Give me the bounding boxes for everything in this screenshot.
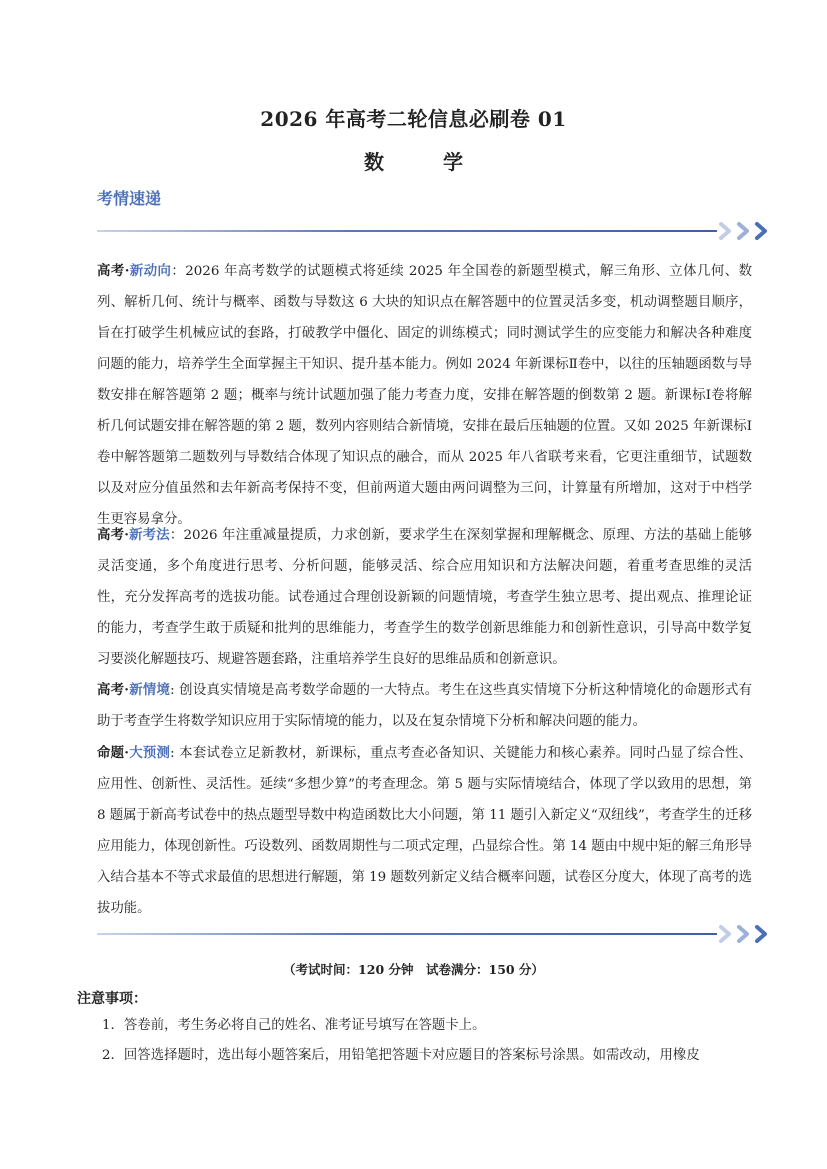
paragraph-new-method [97,520,752,675]
subject-title: 数 学 [364,150,489,174]
section-heading: 考情速递 [97,189,162,208]
divider-line [97,230,717,232]
paragraph-label-accent: 新动向 [129,263,172,279]
chevron-right-icon [735,924,753,944]
chevron-right-icon [753,924,771,944]
paragraph-new-trend [97,256,752,535]
paragraph-label-accent: 新考法 [128,527,170,543]
chevron-right-icon [717,221,735,241]
paragraph-label: 命题· [97,745,129,761]
paragraph-new-context [97,675,752,737]
paragraph-label-accent: 大预测 [128,745,171,761]
document-title: 2026 年高考二轮信息必刷卷 01 [260,107,567,131]
chevron-right-icon [735,221,753,241]
notice-item: 2．回答选择题时，选出每小题答案后，用铅笔把答题卡对应题目的答案标号涂黑。如需改动，用橡皮 [102,1048,700,1063]
exam-info: （考试时间：120 分钟 试卷满分：150 分） [283,962,544,977]
paragraph-label: 高考· [97,682,129,698]
paragraph-prediction [97,738,752,924]
paragraph-label: 高考· [97,527,129,543]
chevron-right-icon [753,221,771,241]
paragraph-body: : 本套试卷立足新教材，新课标，重点考查必备知识、关键能力和核心素养。同时凸显了综合性、应用性、创新性、灵活性。延续“多想少算”的考查理念。第 5 题与实际情境结合，体现了学以致用的思想，第 8 题属于新高考试卷中的热点题型导数中构造函数比大小问题，第 11 题引入新定义“双纽线”，考查学生的迁移应用能力，体现创新性。巧设数列、函数周期性与二项式定理，凸显综合性。第 14 题由中规中矩的解三角形导入结合基本不等式求最值的思想进行解题，第 19 题数列新定义结合概率问题，试卷区分度大，体现了高考的选拔功能。 [97,746,753,916]
chevron-right-icon [717,924,735,944]
bottom-divider [97,924,775,944]
paragraph-body: ：2026 年注重减量提质，力求创新，要求学生在深刻掌握和理解概念、原理、方法的基础上能够灵活变通，多个角度进行思考、分析问题，能够灵活、综合应用知识和方法解决问题，着重考查思维的灵活性，充分发挥高考的选拔功能。试卷通过合理创设新颖的问题情境，考查学生独立思考、提出观点、推理论证的能力，考查学生敢于质疑和批判的思维能力，考查学生的数学创新思维能力和创新性意识，引导高中数学复习要淡化解题技巧、规避答题套路，注重培养学生良好的思维品质和创新意识。 [97,528,752,667]
paragraph-label-accent: 新情境 [128,682,171,698]
paragraph-body: : 创设真实情境是高考数学命题的一大特点。考生在这些真实情境下分析这种情境化的命题形式有助于考查学生将数学知识应用于实际情境的能力，以及在复杂情境下分析和解决问题的能力。 [97,683,753,729]
top-divider [97,221,775,241]
paragraph-label: 高考· [97,263,130,279]
notice-heading: 注意事项： [77,991,147,1007]
paragraph-body: ：2026 年高考数学的试题模式将延续 2025 年全国卷的新题型模式，解三角形、立体几何、数列、解析几何、统计与概率、函数与导数这 6 大块的知识点在解答题中的位置灵活多变，机动调整题目顺序，旨在打破学生机械应试的套路，打破教学中僵化、固定的训练模式；同时测试学生的应变能力和解决各种难度问题的能力，培养学生全面掌握主干知识、提升基本能力。例如 2024 年新课标Ⅱ卷中，以往的压轴题函数与导数安排在解答题第 2 题；概率与统计试题加强了能力考查力度，安排在解答题的倒数第 2 题。新课标Ⅰ卷将解析几何试题安排在解答题的第 2 题，数列内容则结合新情境，安排在最后压轴题的位置。又如 2025 年新课标Ⅰ卷中解答题第二题数列与导数结合体现了知识点的融合，而从 2025 年八省联考来看，它更注重细节，试题数以及对应分值虽然和去年新高考保持不变，但前两道大题由两问调整为三问，计算量有所增加，这对于中档学生更容易拿分。 [97,264,752,527]
divider-line [97,933,717,935]
notice-item: 1．答卷前，考生务必将自己的姓名、准考证号填写在答题卡上。 [102,1018,486,1033]
